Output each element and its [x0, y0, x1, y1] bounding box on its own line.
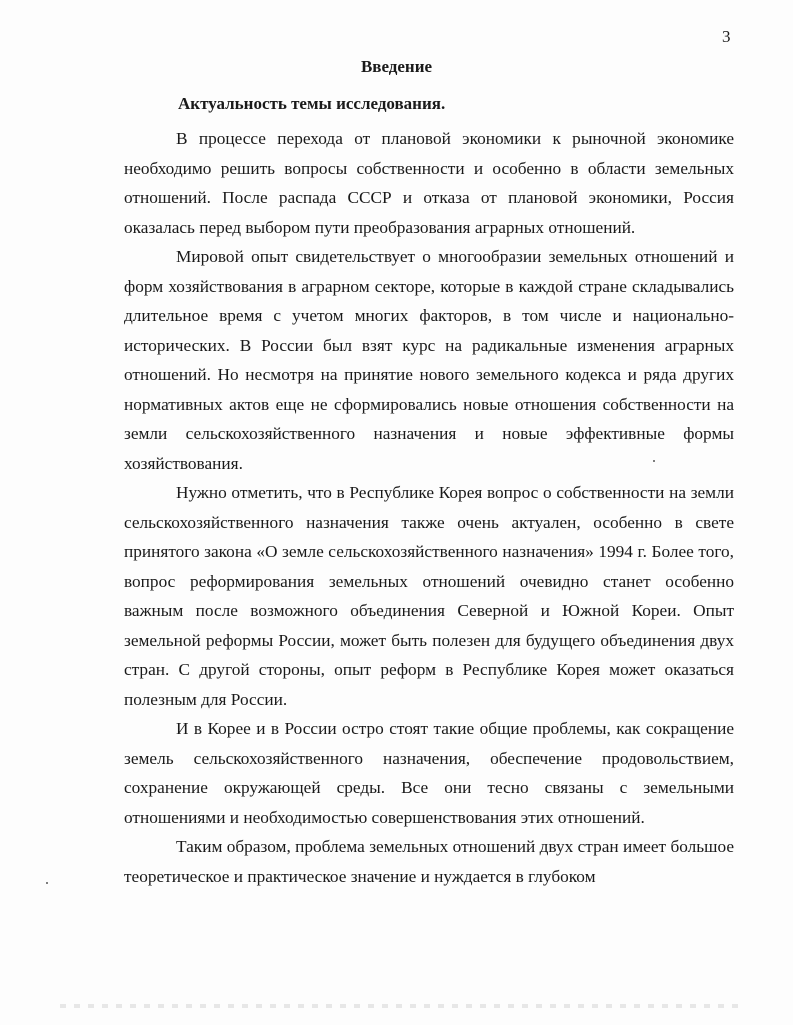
scan-speck	[46, 882, 48, 884]
paragraph-3: Нужно отметить, что в Республике Корея вопрос о собственности на земли сельскохозяйственного назначения также очень актуален, особенно в свете принятого закона «О земле сельскохозяйственного назначения» 1994 г. Более того, вопрос реформирования земельных отношений очевидно станет особенно важным после возможного объединения Северной и Южной Кореи. Опыт земельной реформы России, может быть полезен для будущего объединения двух стран. С другой стороны, опыт реформ в Республике Корея может оказаться полезным для России.	[124, 483, 734, 709]
body-text	[124, 124, 734, 891]
paragraph-4: И в Корее и в России остро стоят такие общие проблемы, как сокращение земель сельскохозяйственного назначения, обеспечение продовольствием, сохранение окружающей среды. Все они тесно связаны с земельными отношениями и необходимостью совершенствования этих отношений.	[124, 719, 734, 827]
page-number: 3	[722, 27, 731, 46]
scan-artifact	[60, 1004, 740, 1008]
scan-speck	[653, 460, 655, 462]
section-heading: Актуальность темы исследования.	[178, 94, 446, 113]
paragraph-2: Мировой опыт свидетельствует о многообразии земельных отношений и форм хозяйствования в аграрном секторе, которые в каждой стране складывались длительное время с учетом многих факторов, в том числе и национально-исторических. В России был взят курс на радикальные изменения аграрных отношений. Но несмотря на принятие нового земельного кодекса и ряда других нормативных актов еще не сформировались новые отношения собственности на земли сельскохозяйственного назначения и новые эффективные формы хозяйствования.	[124, 247, 734, 473]
paragraph-5: Таким образом, проблема земельных отношений двух стран имеет большое теоретическое и практическое значение и нуждается в глубоком	[124, 837, 734, 886]
page-title: Введение	[360, 57, 433, 76]
paragraph-1: В процессе перехода от плановой экономики к рыночной экономике необходимо решить вопросы собственности и особенно в области земельных отношений. После распада СССР и отказа от плановой экономики, Россия оказалась перед выбором пути преобразования аграрных отношений.	[124, 129, 734, 237]
